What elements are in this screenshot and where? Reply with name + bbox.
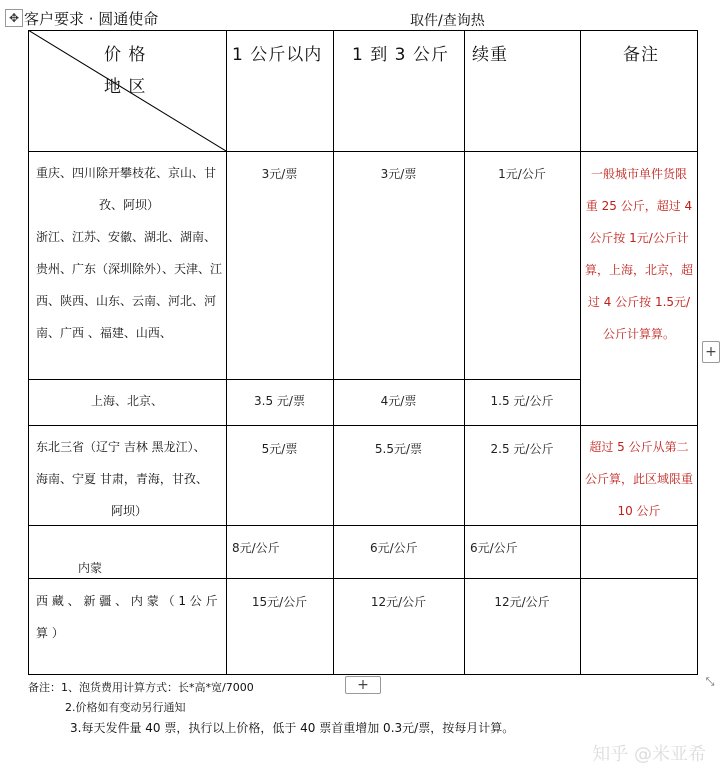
table-row-region: 内蒙 bbox=[77, 561, 102, 575]
add-column-button[interactable]: + bbox=[702, 341, 720, 363]
table-cell: 6元/公斤 bbox=[370, 541, 418, 555]
table-cell: 1.5 元/公斤 bbox=[490, 394, 554, 408]
table-cell: 12元/公斤 bbox=[370, 595, 427, 609]
table-cell: 12元/公斤 bbox=[494, 595, 550, 609]
table-cell: 2.5 元/公斤 bbox=[490, 442, 554, 456]
footer-note-3: 3.每天发件量 40 票，执行以上价格，低于 40 票首重增加 0.3元/票，按每月计算。 bbox=[70, 721, 515, 735]
table-cell: 3元/票 bbox=[261, 167, 298, 181]
footer-note-1: 备注：1、泡货费用计算方式：长*高*宽/7000 bbox=[28, 681, 254, 694]
table-row-region: 上海、北京、 bbox=[90, 394, 163, 408]
document-subtitle: 取件/查询热 bbox=[410, 13, 485, 29]
table-resize-icon[interactable]: ⤡ bbox=[705, 675, 715, 688]
table-cell: 6元/公斤 bbox=[470, 541, 518, 555]
add-row-button[interactable]: + bbox=[345, 676, 381, 694]
table-cell: 15元/公斤 bbox=[251, 595, 308, 609]
corner-price-label: 价 格 bbox=[104, 45, 147, 65]
table-cell: 4元/票 bbox=[380, 394, 417, 408]
table-cell: 5元/票 bbox=[261, 442, 298, 456]
table-row-region: 西 藏 、 新 疆 、 内 蒙 （ 1 公 斤 算 ） bbox=[36, 594, 218, 640]
note-weight-limit: 一般城市单件货限 重 25 公斤，超过 4 公斤按 1元/公斤计 算，上海，北京，超 过 4 公斤按 1.5元/ 公斤计算算。 bbox=[584, 167, 693, 341]
table-cell: 3.5 元/票 bbox=[254, 394, 305, 408]
footer-note-2: 2.价格如有变动另行通知 bbox=[65, 701, 186, 714]
table-cell: 1元/公斤 bbox=[498, 167, 546, 181]
column-header-notes: 备注 bbox=[623, 45, 659, 65]
table-row-region: 重庆、四川除开攀枝花、京山、甘 孜、阿坝） 浙江、江苏、安徽、湖北、湖南、 贵州、广东（深圳除外）、天津、江 西、陕西、山东、云南、河北、河 南、广西 、福建、山西、 bbox=[36, 166, 223, 340]
column-header-1-to-3kg: 1 到 3 公斤 bbox=[352, 45, 449, 65]
table-cell: 3元/票 bbox=[380, 167, 417, 181]
corner-region-label: 地 区 bbox=[104, 77, 147, 97]
column-header-under-1kg: 1 公斤以内 bbox=[232, 45, 323, 65]
watermark: 知乎 @米亚希 bbox=[592, 744, 706, 765]
document-title: 客户要求 · 圆通使命 bbox=[24, 10, 159, 28]
table-cell: 8元/公斤 bbox=[232, 541, 280, 555]
column-header-extra-weight: 续重 bbox=[472, 45, 508, 65]
table-cell: 5.5元/票 bbox=[374, 442, 423, 456]
table-move-handle-icon[interactable]: ✥ bbox=[5, 9, 23, 27]
note-remote-region: 超过 5 公斤从第二 公斤算，此区域限重 10 公斤 bbox=[584, 440, 693, 518]
table-row-region: 东北三省（辽宁 吉林 黑龙江）、 海南、宁夏 甘肃，青海，甘孜、 阿坝） bbox=[36, 440, 208, 518]
